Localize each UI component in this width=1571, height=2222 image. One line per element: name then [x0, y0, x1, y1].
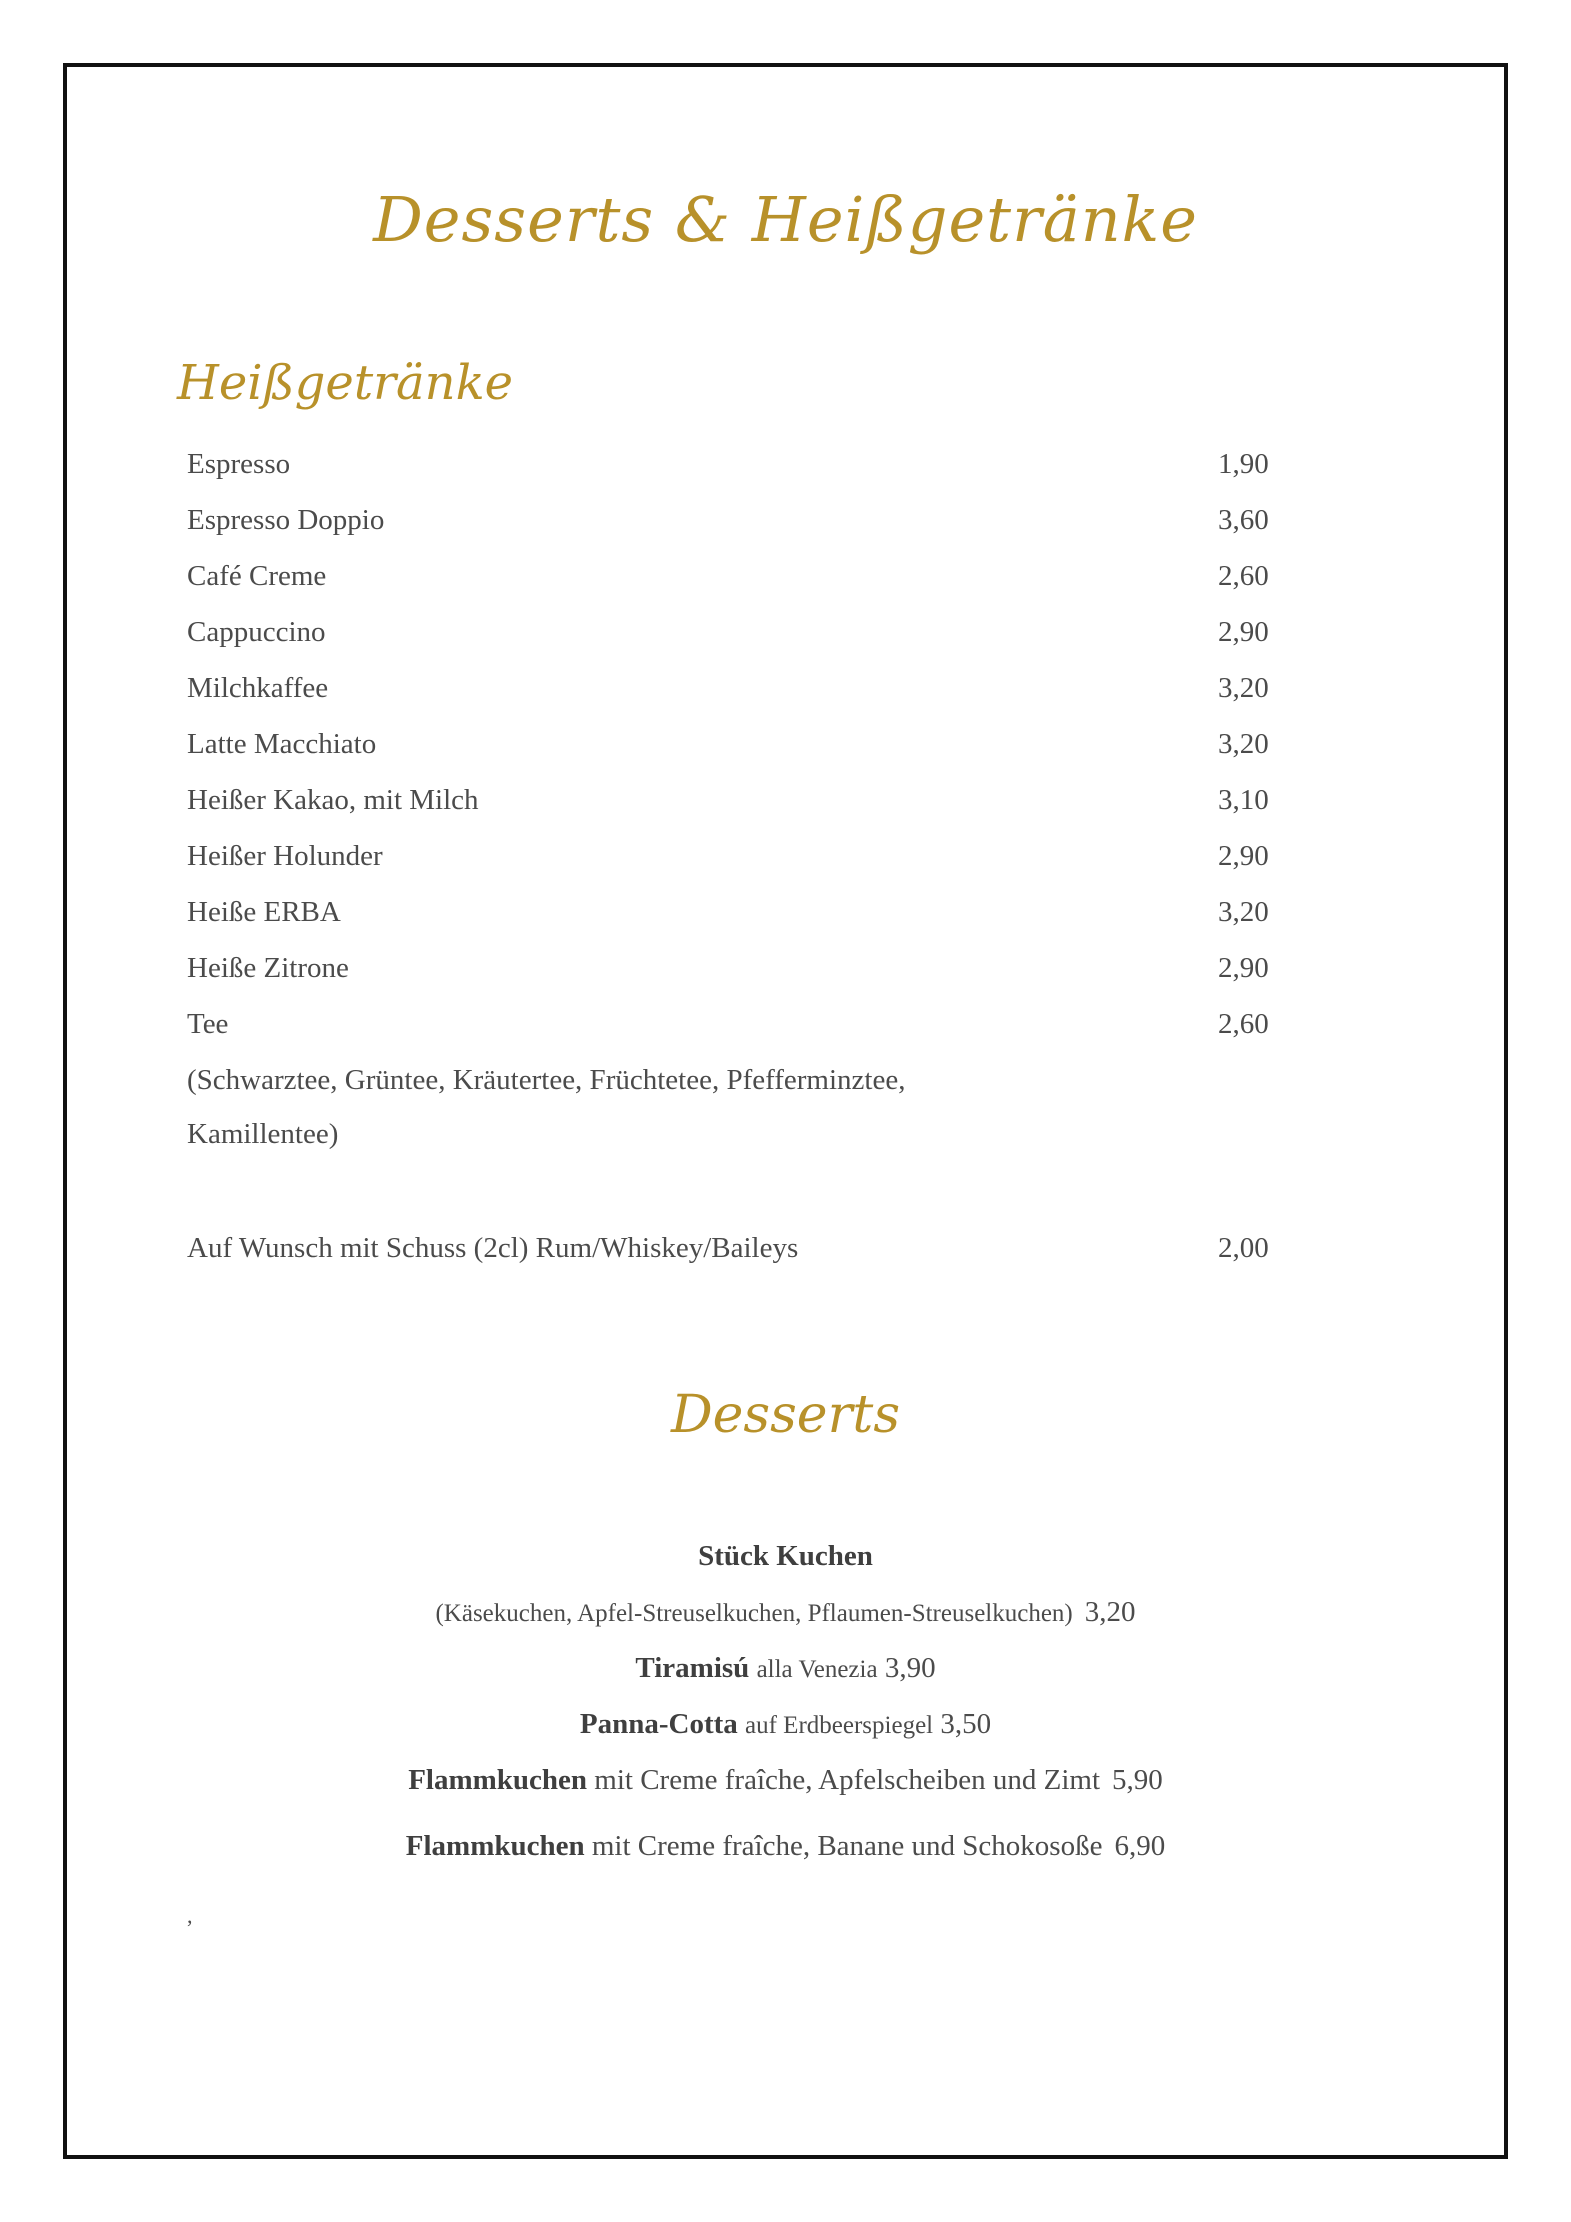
item-name: Espresso	[187, 448, 291, 480]
desserts-heading: Desserts	[670, 1385, 901, 1445]
tea-note-line-2: Kamillentee)	[187, 1118, 339, 1150]
dessert-name: Flammkuchen	[405, 1830, 585, 1862]
hot-drinks-heading: Heißgetränke	[177, 355, 514, 411]
dessert-price: 6,90	[1114, 1830, 1166, 1862]
item-price: 3,20	[1218, 672, 1269, 704]
dessert-name: Stück Kuchen	[698, 1540, 873, 1572]
item-price: 3,20	[1218, 728, 1269, 760]
tea-note-line-1: (Schwarztee, Grüntee, Kräutertee, Früchtetee, Pfefferminztee,	[187, 1064, 906, 1096]
dessert-detail: mit Creme fraîche, Banane und Schokosoße	[591, 1830, 1103, 1862]
dessert-name: Flammkuchen	[408, 1764, 588, 1796]
item-price: 2,60	[1218, 560, 1269, 592]
item-name: Espresso Doppio	[187, 504, 385, 536]
item-name: Heißer Kakao, mit Milch	[187, 784, 479, 816]
item-name: Tee	[187, 1008, 229, 1040]
item-price: 2,90	[1218, 840, 1269, 872]
menu-item	[187, 556, 1307, 596]
item-price: 2,90	[1218, 616, 1269, 648]
menu-item	[187, 1004, 1307, 1044]
dessert-cake-detail	[0, 1592, 1571, 1634]
menu-item	[187, 444, 1307, 484]
menu-item	[187, 500, 1307, 540]
item-name: Heiße Zitrone	[187, 952, 349, 984]
item-price: 3,60	[1218, 504, 1269, 536]
item-name: Latte Macchiato	[187, 728, 377, 760]
menu-item-extra	[187, 1228, 1307, 1268]
dessert-flammkuchen-1	[0, 1760, 1571, 1800]
page-title: Desserts & Heißgetränke	[373, 183, 1198, 256]
dessert-cake-name	[0, 1536, 1571, 1576]
dessert-detail: mit Creme fraîche, Apfelscheiben und Zimt	[594, 1764, 1101, 1796]
item-price: 2,90	[1218, 952, 1269, 984]
dessert-price: 5,90	[1112, 1764, 1163, 1796]
menu-item	[187, 724, 1307, 764]
stray-comma: ,	[187, 1903, 193, 1928]
item-name: Cappuccino	[187, 616, 326, 648]
dessert-price: 3,50	[940, 1708, 992, 1740]
dessert-detail: alla Venezia	[756, 1656, 878, 1683]
dessert-price: 3,20	[1084, 1596, 1136, 1628]
item-name: Heiße ERBA	[187, 896, 341, 928]
dessert-flammkuchen-2	[0, 1826, 1571, 1866]
item-price: 3,20	[1218, 896, 1269, 928]
dessert-detail: auf Erdbeerspiegel	[745, 1712, 934, 1739]
dessert-name: Tiramisú	[635, 1652, 750, 1684]
item-price: 3,10	[1218, 784, 1269, 816]
item-price: 2,00	[1218, 1232, 1269, 1264]
item-name: Café Creme	[187, 560, 327, 592]
menu-item	[187, 668, 1307, 708]
menu-item	[187, 836, 1307, 876]
dessert-name: Panna-Cotta	[579, 1708, 738, 1740]
dessert-panna-cotta	[0, 1704, 1571, 1746]
item-price: 1,90	[1218, 448, 1269, 480]
menu-item	[187, 780, 1307, 820]
menu-item	[187, 892, 1307, 932]
menu-item	[187, 612, 1307, 652]
dessert-tiramisu	[0, 1648, 1571, 1690]
item-name: Heißer Holunder	[187, 840, 383, 872]
dessert-price: 3,90	[884, 1652, 936, 1684]
menu-item	[187, 948, 1307, 988]
item-price: 2,60	[1218, 1008, 1269, 1040]
item-name: Auf Wunsch mit Schuss (2cl) Rum/Whiskey/Baileys	[187, 1232, 799, 1264]
item-name: Milchkaffee	[187, 672, 329, 704]
dessert-detail: (Käsekuchen, Apfel-Streuselkuchen, Pflaumen-Streuselkuchen)	[435, 1600, 1073, 1627]
